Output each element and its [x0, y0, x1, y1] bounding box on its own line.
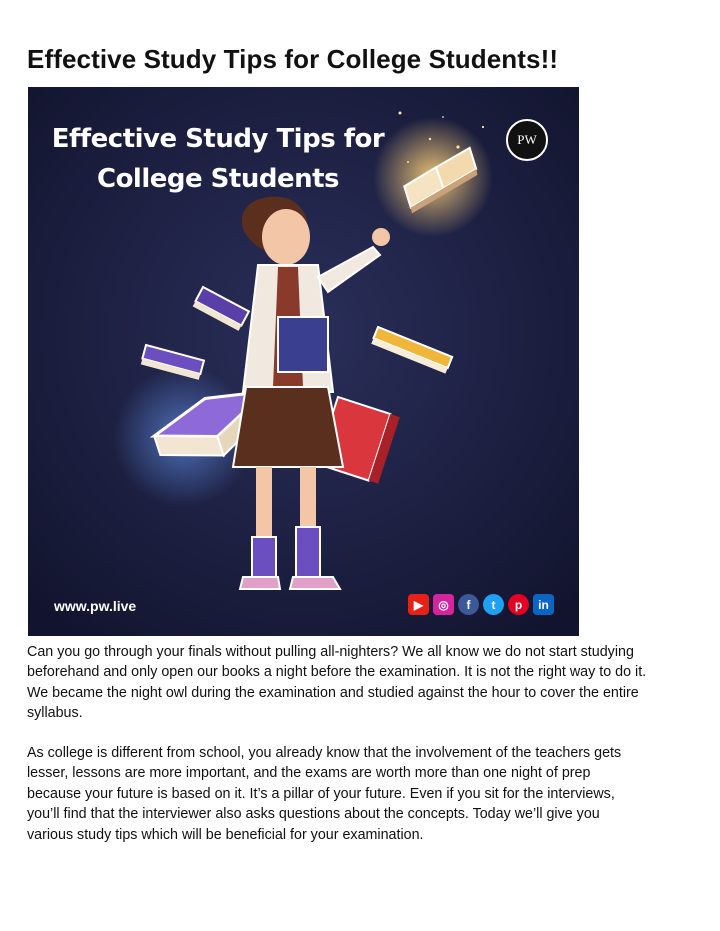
- held-books: [278, 317, 328, 372]
- instagram-icon: ◎: [433, 594, 454, 615]
- linkedin-icon: in: [533, 594, 554, 615]
- pinterest-icon: p: [508, 594, 529, 615]
- page-title: Effective Study Tips for College Students!!: [27, 44, 559, 74]
- facebook-icon: f: [458, 594, 479, 615]
- banner-image: [28, 87, 579, 636]
- paragraph-college: As college is different from school, you already know that the involvement of the teachers gets lesser, lessons are more important, and the exams are worth more than one night of prep because your future is based on it. It’s a pillar of your future. Even if you sit for the interviews, you’ll find that the interviewer also asks questions about the concepts. Today we’ll give you various study tips which will be beneficial for your examination.: [27, 745, 622, 843]
- social-icons: [408, 594, 554, 615]
- pw-logo: PW: [506, 119, 548, 161]
- paragraph-intro: Can you go through your finals without pulling all-nighters? We all know we do not start studying beforehand and only open our books a night before the examination. It is not the right way to do it. We became the night owl during the examination and studied against the hour to cover the entire syllabus.: [27, 644, 647, 722]
- banner-heading: Effective Study Tips for College Students: [51, 124, 385, 194]
- banner-url: www.pw.live: [54, 598, 137, 614]
- twitter-icon: t: [483, 594, 504, 615]
- youtube-icon: ▶: [408, 594, 429, 615]
